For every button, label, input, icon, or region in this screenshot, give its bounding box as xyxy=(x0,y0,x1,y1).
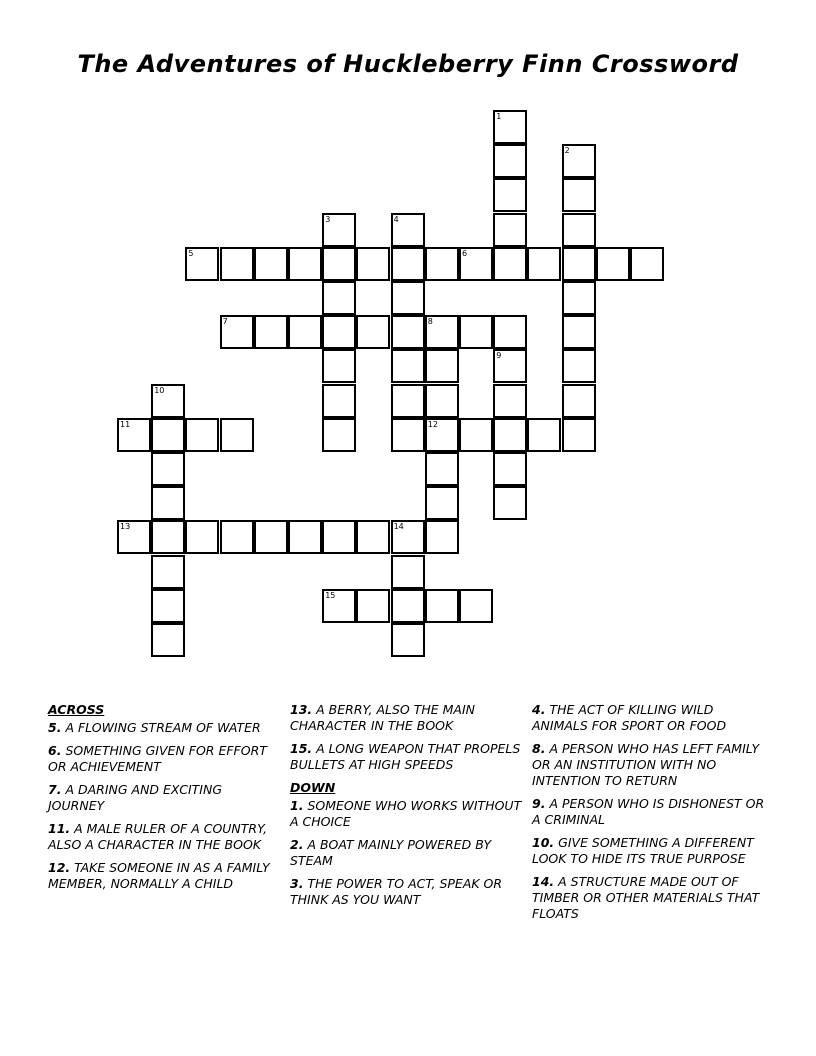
grid-cell[interactable] xyxy=(562,349,596,383)
grid-cell[interactable] xyxy=(322,349,356,383)
clue-number: 6 xyxy=(462,248,468,258)
clue-number: 13 xyxy=(120,522,131,532)
grid-cell[interactable] xyxy=(527,418,561,452)
clues-column-2 xyxy=(290,702,522,915)
page-title: The Adventures of Huckleberry Finn Crossword xyxy=(77,50,739,78)
grid-cell[interactable] xyxy=(596,247,630,281)
grid-cell[interactable] xyxy=(322,247,356,281)
grid-cell[interactable] xyxy=(562,315,596,349)
clue-across-5: 5. A FLOWING STREAM OF WATER xyxy=(48,720,261,735)
clue-number: 5 xyxy=(188,248,194,258)
clue-down-3: 3. THE POWER TO ACT, SPEAK OR THINK AS YOU WANT xyxy=(290,876,503,907)
grid-cell[interactable] xyxy=(459,247,493,281)
grid-cell[interactable] xyxy=(254,247,288,281)
grid-cell[interactable] xyxy=(391,418,425,452)
grid-cell[interactable] xyxy=(185,418,219,452)
clue-down-8: 8. A PERSON WHO HAS LEFT FAMILY OR AN INSTITUTION WITH NO INTENTION TO RETURN xyxy=(532,741,760,788)
grid-cell[interactable] xyxy=(493,213,527,247)
clue-down-4: 4. THE ACT OF KILLING WILD ANIMALS FOR SPORT OR FOOD xyxy=(532,702,727,733)
grid-cell[interactable] xyxy=(562,384,596,418)
grid-cell[interactable] xyxy=(562,418,596,452)
grid-cell[interactable] xyxy=(151,384,185,418)
grid-cell[interactable] xyxy=(493,110,527,144)
grid-cell[interactable] xyxy=(322,589,356,623)
grid-cell[interactable] xyxy=(391,315,425,349)
grid-cell[interactable] xyxy=(425,486,459,520)
grid-cell[interactable] xyxy=(185,520,219,554)
grid-cell[interactable] xyxy=(220,520,254,554)
grid-cell[interactable] xyxy=(322,315,356,349)
grid-cell[interactable] xyxy=(117,520,151,554)
clue-across-15: 15. A LONG WEAPON THAT PROPELS BULLETS AT HIGH SPEEDS xyxy=(290,741,521,772)
grid-cell[interactable] xyxy=(151,418,185,452)
grid-cell[interactable] xyxy=(151,623,185,657)
grid-cell[interactable] xyxy=(493,418,527,452)
grid-cell[interactable] xyxy=(459,315,493,349)
grid-cell[interactable] xyxy=(391,589,425,623)
grid-cell[interactable] xyxy=(322,418,356,452)
grid-cell[interactable] xyxy=(356,520,390,554)
grid-cell[interactable] xyxy=(322,213,356,247)
grid-cell[interactable] xyxy=(117,418,151,452)
grid-cell[interactable] xyxy=(425,418,459,452)
clue-down-10: 10. GIVE SOMETHING A DIFFERENT LOOK TO HIDE ITS TRUE PURPOSE xyxy=(532,835,754,866)
grid-cell[interactable] xyxy=(356,315,390,349)
grid-cell[interactable] xyxy=(425,384,459,418)
grid-cell[interactable] xyxy=(425,589,459,623)
grid-cell[interactable] xyxy=(254,520,288,554)
grid-cell[interactable] xyxy=(220,315,254,349)
grid-cell[interactable] xyxy=(288,315,322,349)
clue-number: 2 xyxy=(564,146,570,156)
grid-cell[interactable] xyxy=(220,247,254,281)
clues-column-3 xyxy=(532,702,768,929)
grid-cell[interactable] xyxy=(185,247,219,281)
clue-number: 14 xyxy=(393,522,404,532)
grid-cell[interactable] xyxy=(391,555,425,589)
clue-down-9: 9. A PERSON WHO IS DISHONEST OR A CRIMINAL xyxy=(532,796,765,827)
grid-cell[interactable] xyxy=(151,520,185,554)
grid-cell[interactable] xyxy=(425,452,459,486)
grid-cell[interactable] xyxy=(459,589,493,623)
grid-cell[interactable] xyxy=(425,349,459,383)
grid-cell[interactable] xyxy=(562,144,596,178)
clue-number: 15 xyxy=(325,590,336,600)
grid-cell[interactable] xyxy=(391,623,425,657)
grid-cell[interactable] xyxy=(391,281,425,315)
clue-number: 8 xyxy=(427,317,433,327)
grid-cell[interactable] xyxy=(151,589,185,623)
clue-down-1: 1. SOMEONE WHO WORKS WITHOUT A CHOICE xyxy=(290,798,522,829)
grid-cell[interactable] xyxy=(527,247,561,281)
clue-number: 9 xyxy=(496,351,502,361)
grid-cell[interactable] xyxy=(322,384,356,418)
grid-cell[interactable] xyxy=(493,144,527,178)
grid-cell[interactable] xyxy=(288,247,322,281)
grid-cell[interactable] xyxy=(493,452,527,486)
grid-cell[interactable] xyxy=(391,213,425,247)
grid-cell[interactable] xyxy=(322,520,356,554)
clue-across-11: 11. A MALE RULER OF A COUNTRY, ALSO A CHARACTER IN THE BOOK xyxy=(48,821,268,852)
clue-down-14: 14. A STRUCTURE MADE OUT OF TIMBER OR OTHER MATERIALS THAT FLOATS xyxy=(532,874,760,921)
clue-down-2: 2. A BOAT MAINLY POWERED BY STEAM xyxy=(290,837,492,868)
clue-across-12: 12. TAKE SOMEONE IN AS A FAMILY MEMBER, NORMALLY A CHILD xyxy=(48,860,270,891)
grid-cell[interactable] xyxy=(151,486,185,520)
grid-cell[interactable] xyxy=(391,520,425,554)
grid-cell[interactable] xyxy=(151,452,185,486)
grid-cell[interactable] xyxy=(562,213,596,247)
grid-cell[interactable] xyxy=(356,247,390,281)
clue-number: 1 xyxy=(496,112,502,121)
grid-cell[interactable] xyxy=(459,418,493,452)
clue-number: 12 xyxy=(427,419,438,429)
grid-cell[interactable] xyxy=(493,247,527,281)
grid-cell[interactable] xyxy=(630,247,664,281)
clue-across-13: 13. A BERRY, ALSO THE MAIN CHARACTER IN THE BOOK xyxy=(290,702,476,733)
grid-cell[interactable] xyxy=(493,384,527,418)
grid-cell[interactable] xyxy=(493,486,527,520)
grid-cell[interactable] xyxy=(391,247,425,281)
grid-cell[interactable] xyxy=(425,520,459,554)
grid-cell[interactable] xyxy=(254,315,288,349)
grid-cell[interactable] xyxy=(151,555,185,589)
clue-across-7: 7. A DARING AND EXCITING JOURNEY xyxy=(48,782,223,813)
clue-number: 4 xyxy=(393,214,399,224)
grid-cell[interactable] xyxy=(391,384,425,418)
grid-cell[interactable] xyxy=(562,178,596,212)
grid-cell[interactable] xyxy=(220,418,254,452)
grid-cell[interactable] xyxy=(493,349,527,383)
grid-cell[interactable] xyxy=(562,247,596,281)
clue-number: 10 xyxy=(154,385,165,395)
grid-cell[interactable] xyxy=(391,349,425,383)
grid-cell[interactable] xyxy=(356,589,390,623)
grid-cell[interactable] xyxy=(425,247,459,281)
clues-column-1 xyxy=(48,702,280,899)
grid-cell[interactable] xyxy=(322,281,356,315)
grid-cell[interactable] xyxy=(493,178,527,212)
grid-cell[interactable] xyxy=(288,520,322,554)
grid-cell[interactable] xyxy=(562,281,596,315)
clue-number: 11 xyxy=(120,419,131,429)
grid-cell[interactable] xyxy=(425,315,459,349)
clue-number: 3 xyxy=(325,214,331,224)
grid-cell[interactable] xyxy=(493,315,527,349)
clue-across-6: 6. SOMETHING GIVEN FOR EFFORT OR ACHIEVEMENT xyxy=(48,743,267,774)
across-heading: ACROSS xyxy=(48,702,105,717)
clue-number: 7 xyxy=(222,317,228,327)
down-heading: DOWN xyxy=(290,780,336,795)
